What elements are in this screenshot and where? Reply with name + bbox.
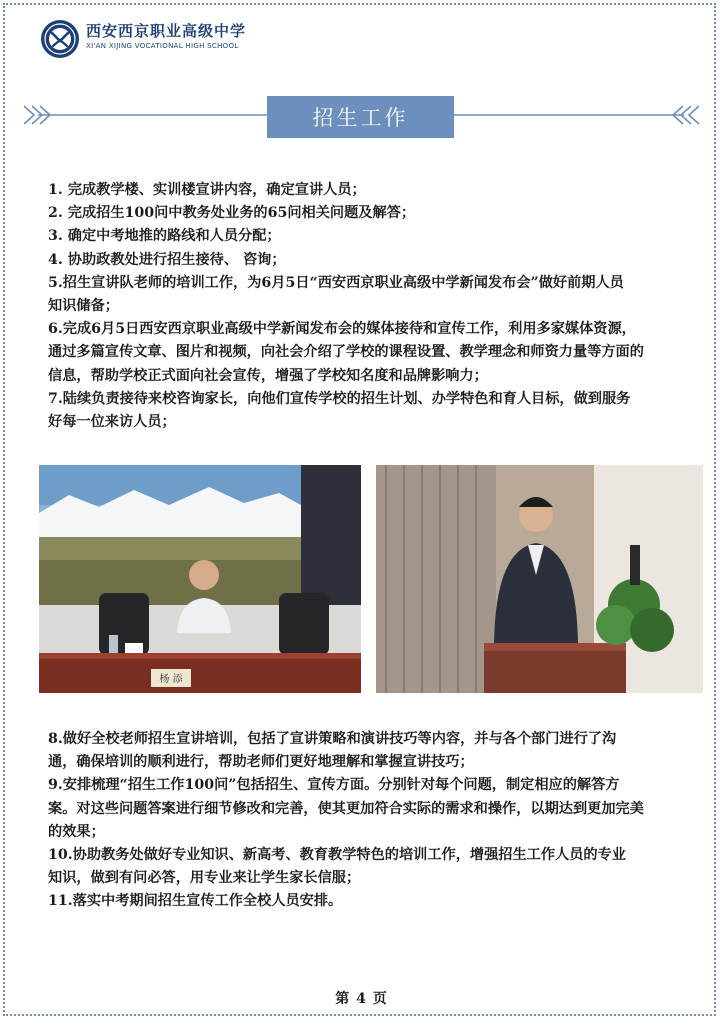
meeting-photo: [39, 465, 361, 693]
work-item-line: 知识，做到有问必答，用专业来让学生家长信服；: [48, 870, 361, 887]
work-items-part1: [48, 179, 644, 434]
section-title: 招生工作: [267, 96, 454, 138]
work-item-line: 7.陆续负责接待来校咨询家长，向他们宣传学校的招生计划、办学特色和育人目标，做到服务: [48, 390, 631, 407]
work-item-line: 9.安排梳理“招生工作100问”包括招生、宣传方面。分别针对每个问题，制定相应的解答方: [48, 777, 620, 794]
work-item-line: 通过多篇宣传文章、图片和视频，向社会介绍了学校的课程设置、教学理念和师资力量等方面的: [48, 344, 644, 361]
work-item-line: 3. 确定中考地推的路线和人员分配；: [48, 228, 281, 245]
work-item-line: 11.落实中考期间招生宣传工作全校人员安排。: [48, 893, 343, 910]
school-name-cn: 西安西京职业高级中学: [86, 22, 247, 40]
school-logo-icon: [40, 19, 80, 59]
work-item-line: 2. 完成招生100问中教务处业务的65问相关问题及解答；: [48, 205, 416, 222]
work-item-line: 通，确保培训的顺利进行，帮助老师们更好地理解和掌握宣讲技巧；: [48, 754, 474, 771]
school-name-en: XI'AN XIJING VOCATIONAL HIGH SCHOOL: [86, 42, 239, 50]
work-item-line: 4. 协助政教处进行招生接待、 咨询；: [48, 251, 286, 268]
work-item-line: 知识储备；: [48, 298, 119, 315]
work-items-part2: [48, 728, 644, 914]
work-item-line: 10.协助教务处做好专业知识、新高考、教育教学特色的培训工作，增强招生工作人员的专业: [48, 847, 626, 864]
speaker-photo: [376, 465, 703, 693]
work-item-line: 8.做好全校老师招生宣讲培训，包括了宣讲策略和演讲技巧等内容，并与各个部门进行了沟: [48, 731, 617, 747]
page-number: 第 4 页: [335, 991, 388, 1007]
work-item-line: 6.完成6月5日西安西京职业高级中学新闻发布会的媒体接待和宣传工作，利用多家媒体资源，: [48, 321, 636, 338]
work-item-line: 信息，帮助学校正式面向社会宣传，增强了学校知名度和品牌影响力；: [48, 367, 488, 384]
nameplate-text: 杨 添: [159, 674, 183, 685]
work-item-line: 5.招生宣讲队老师的培训工作，为6月5日“西安西京职业高级中学新闻发布会”做好前期人员: [48, 274, 624, 291]
work-item-line: 案。对这些问题答案进行细节修改和完善，使其更加符合实际的需求和操作，以期达到更加完美: [48, 800, 644, 817]
work-item-line: 的效果；: [48, 823, 105, 840]
work-item-line: 1. 完成教学楼、实训楼宣讲内容，确定宣讲人员；: [48, 182, 366, 198]
work-item-line: 好每一位来访人员；: [48, 414, 176, 431]
